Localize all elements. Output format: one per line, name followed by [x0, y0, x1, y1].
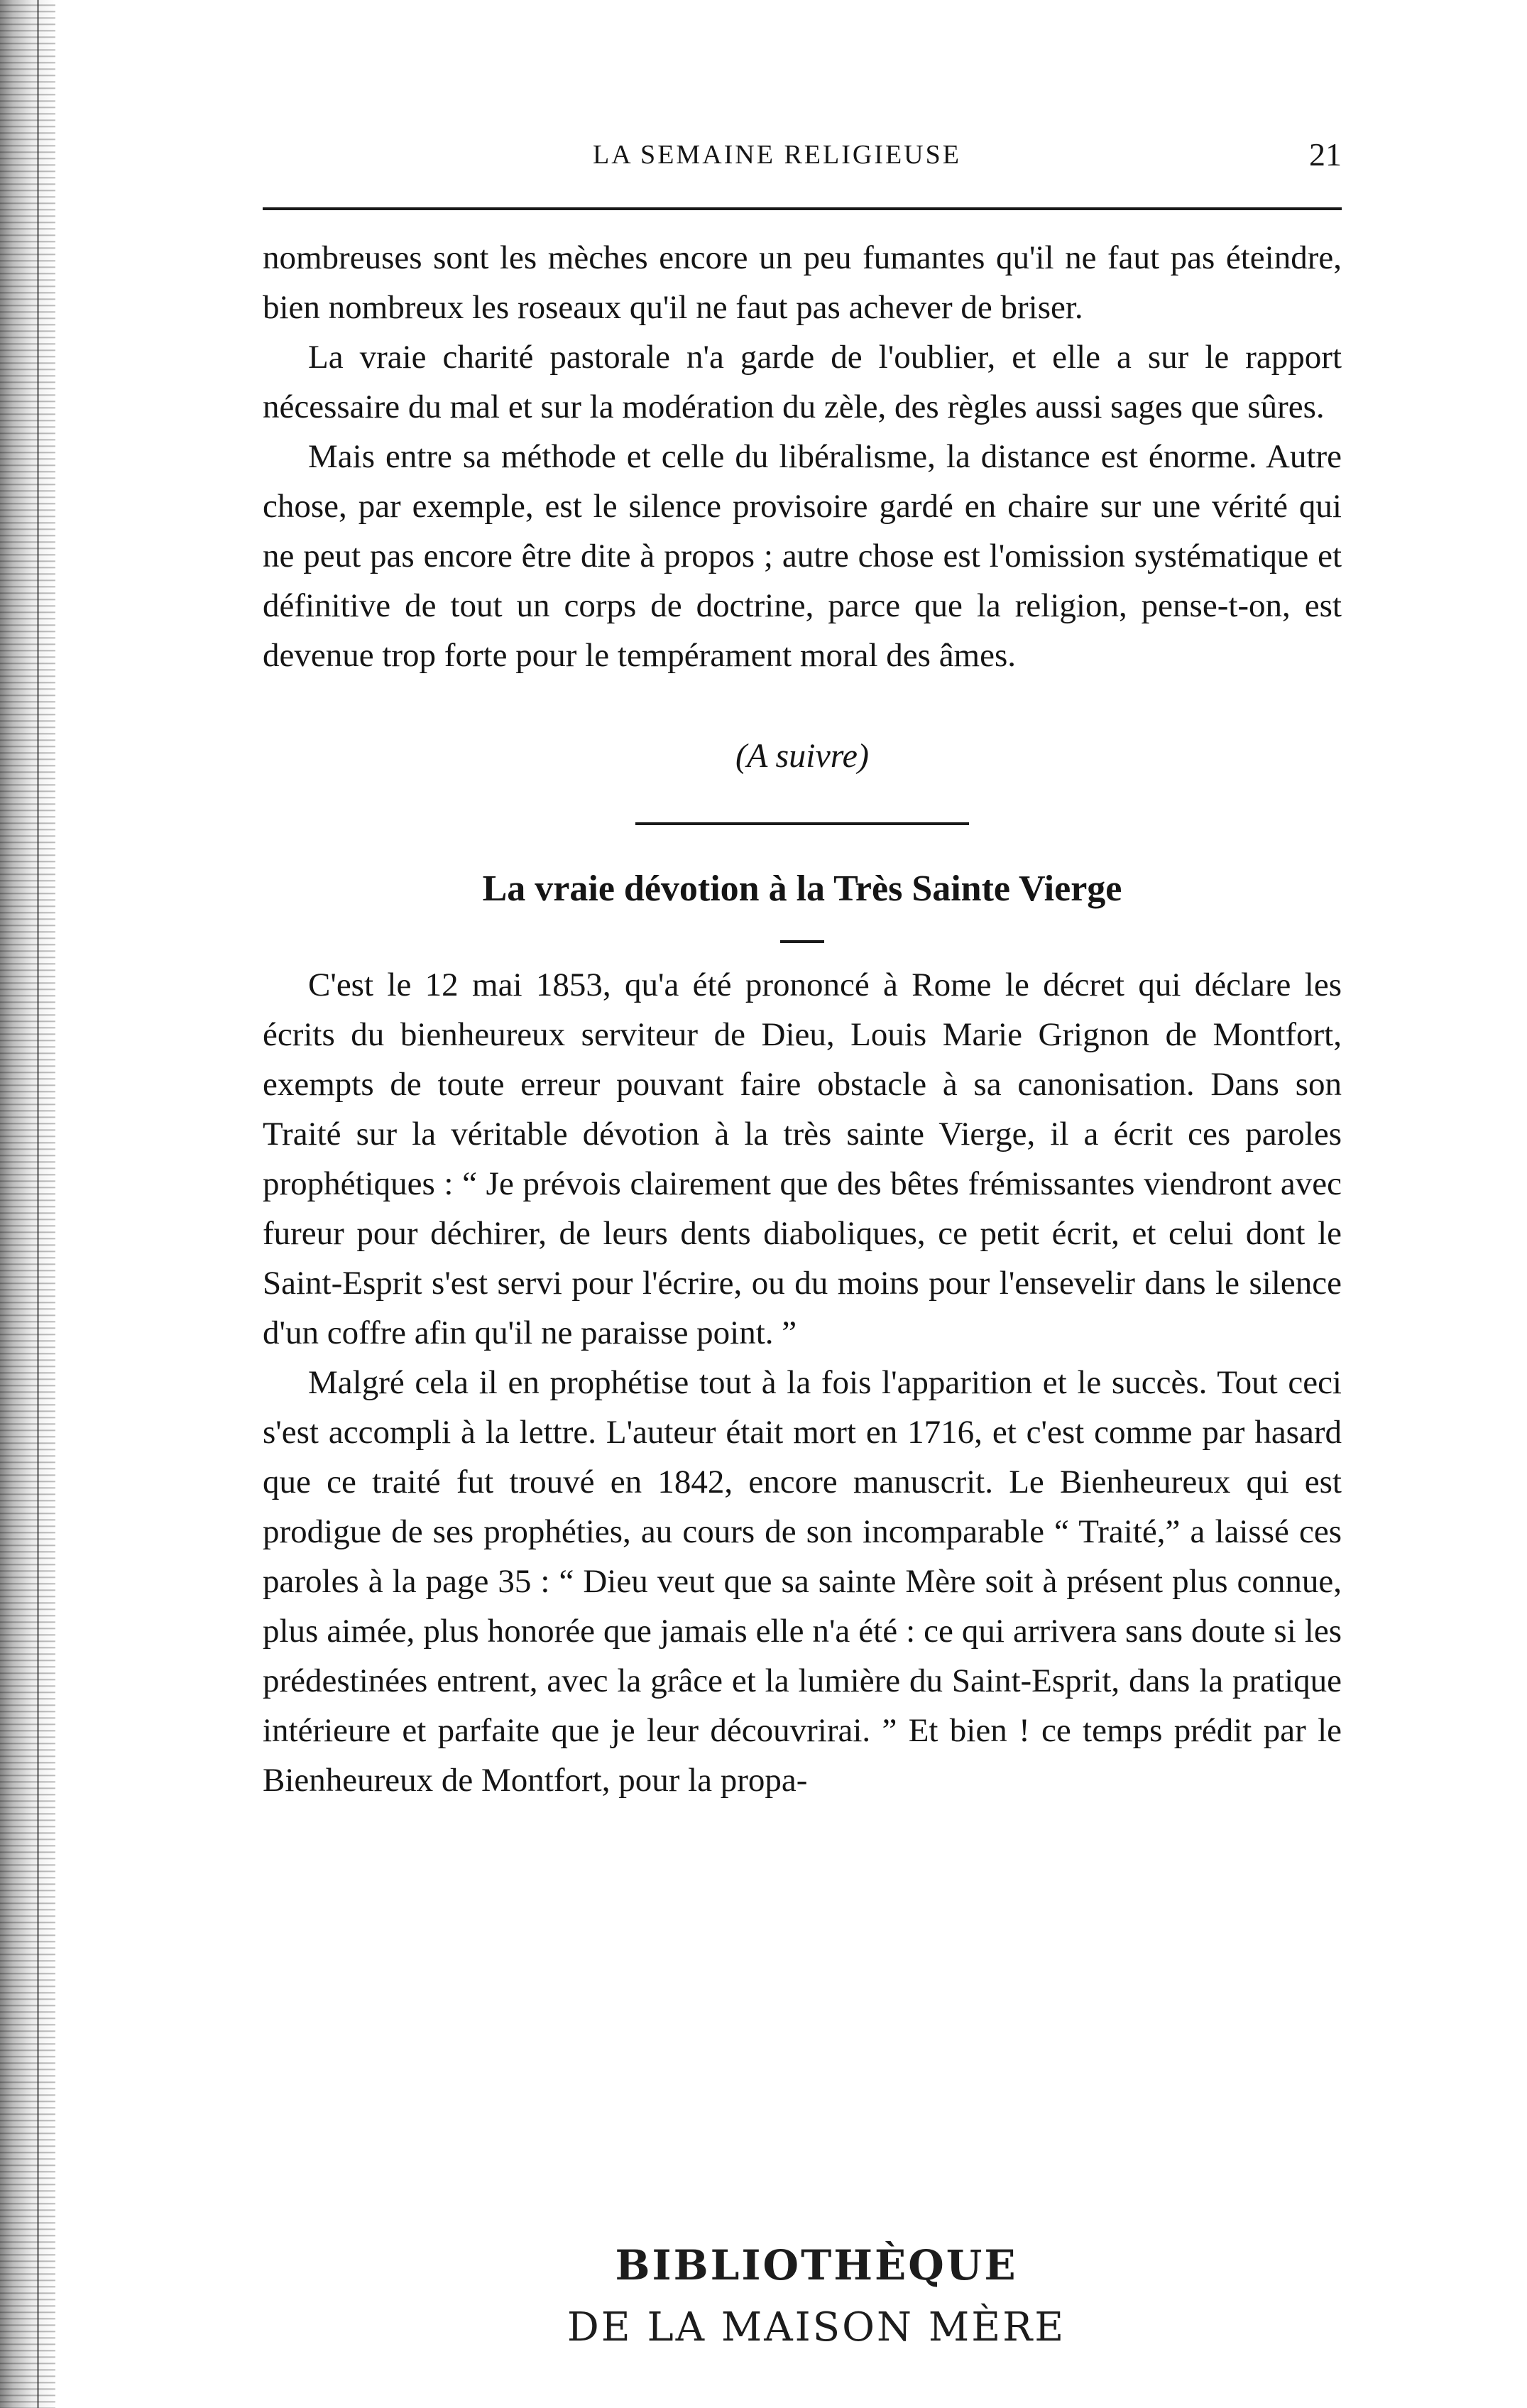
running-title: LA SEMAINE RELIGIEUSE — [593, 140, 961, 170]
article-title: La vraie dévotion à la Très Sainte Vierge — [482, 868, 1122, 909]
page-number: 21 — [1309, 136, 1342, 173]
continuation-paragraph-2: La vraie charité pastorale n'a garde de l'oublier, et elle a sur le rapport nécessaire du mal et sur la modération du zèle, des règles aussi sages que sûres. — [263, 339, 1342, 425]
scan-edge-shadow — [0, 0, 55, 2408]
page-body — [263, 233, 1342, 1805]
article-paragraph-2: Malgré cela il en prophétise tout à la fois l'apparition et le succès. Tout ceci s'est accompli à la lettre. L'auteur était mort en 1716, et c'est comme par hasard que ce traité fut trouvé en 1842, encore manuscrit. Le Bienheureux qui est prodigue de ses prophéties, au cours de son incomparable “ Traité,” a laissé ces paroles à la page 35 : “ Dieu veut que sa sainte Mère soit à présent plus connue, plus aimée, plus honorée que jamais elle n'a été : ce qui arrivera sans doute si les prédestinées entrent, avec la grâce et la lumière du Saint-Esprit, dans la pratique intérieure et parfaite que je leur découvrirai. ” Et bien ! ce temps prédit par le Bienheureux de Montfort, pour la propa- — [263, 1364, 1342, 1799]
section-divider — [635, 822, 969, 825]
header-rule — [263, 207, 1342, 210]
article-paragraph-1: C'est le 12 mai 1853, qu'a été prononcé à Rome le décret qui déclare les écrits du bienheureux serviteur de Dieu, Louis Marie Grignon de Montfort, exempts de toute erreur pouvant faire obstacle à sa canonisation. Dans son Traité sur la véritable dévotion à la très sainte Vierge, il a écrit ces paroles prophétiques : “ Je prévois clairement que des bêtes frémissantes viendront avec fureur pour déchirer, de leurs dents diaboliques, ce petit écrit, et celui dont le Saint-Esprit s'est servi pour l'écrire, ou du moins pour l'ensevelir dans le silence d'un coffre afin qu'il ne paraisse point. ” — [263, 966, 1342, 1351]
page-header — [263, 134, 1342, 176]
title-dash — [780, 940, 824, 943]
library-stamp — [497, 2233, 1136, 2358]
stamp-line-1: BIBLIOTHÈQUE — [615, 2241, 1018, 2289]
stamp-line-2: DE LA MAISON MÈRE — [567, 2304, 1066, 2350]
continuation-paragraph-3: Mais entre sa méthode et celle du libéralisme, la distance est énorme. Autre chose, par exemple, est le silence provisoire gardé en chaire sur une vérité qui ne peut pas encore être dite à propos ; autre chose est l'omission systématique et définitive de tout un corps de doctrine, parce que la religion, pense-t-on, est devenue trop forte pour le tempérament moral des âmes. — [263, 438, 1342, 674]
continuation-paragraph-1: nombreuses sont les mèches encore un peu fumantes qu'il ne faut pas éteindre, bien nombreux les roseaux qu'il ne faut pas achever de briser. — [263, 239, 1342, 326]
to-be-continued: (A suivre) — [735, 737, 869, 775]
